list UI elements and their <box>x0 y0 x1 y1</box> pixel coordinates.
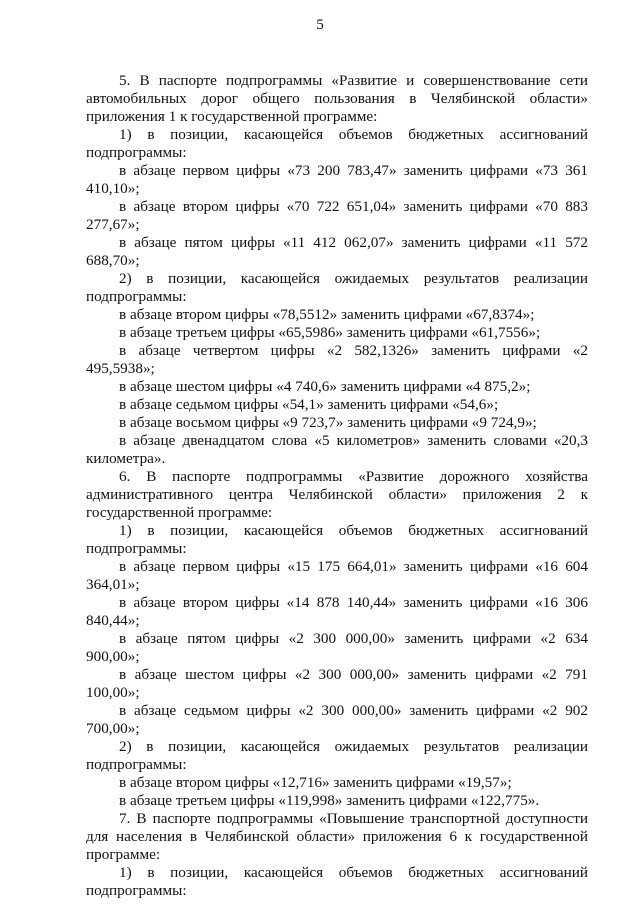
paragraph: в абзаце третьем цифры «119,998» заменить цифрами «122,775». <box>119 792 540 809</box>
paragraph: в абзаце пятом цифры «11 412 062,07» заменить цифрами «11 572 688,70»; <box>86 234 588 269</box>
page-number: 5 <box>316 16 324 33</box>
paragraph: в абзаце двенадцатом слова «5 километров» заменить словами «20,3 километра». <box>86 432 588 467</box>
paragraph: 5. В паспорте подпрограммы «Развитие и совершенствование сети автомобильных дорог общего пользования в Челябинской области» приложения 1 к государственной программе: <box>86 72 588 125</box>
paragraph: в абзаце втором цифры «70 722 651,04» заменить цифрами «70 883 277,67»; <box>86 198 588 233</box>
paragraph: в абзаце седьмом цифры «2 300 000,00» заменить цифрами «2 902 700,00»; <box>86 702 588 737</box>
paragraph: в абзаце третьем цифры «65,5986» заменить цифрами «61,7556»; <box>119 324 541 341</box>
paragraph: 7. В паспорте подпрограммы «Повышение транспортной доступности для населения в Челябинской области» приложения 6 к государственной программе: <box>86 810 588 863</box>
paragraph: в абзаце седьмом цифры «54,1» заменить цифрами «54,6»; <box>119 396 499 413</box>
paragraph: в абзаце шестом цифры «4 740,6» заменить цифрами «4 875,2»; <box>119 378 531 395</box>
paragraph: в абзаце четвертом цифры «2 582,1326» заменить цифрами «2 495,5938»; <box>86 342 588 377</box>
paragraph: в абзаце первом цифры «73 200 783,47» заменить цифрами «73 361 410,10»; <box>86 162 588 197</box>
paragraph: в абзаце втором цифры «12,716» заменить цифрами «19,57»; <box>119 774 512 791</box>
paragraph: в абзаце первом цифры «15 175 664,01» заменить цифрами «16 604 364,01»; <box>86 558 588 593</box>
paragraph: 2) в позиции, касающейся ожидаемых результатов реализации подпрограммы: <box>86 270 588 305</box>
paragraph: 1) в позиции, касающейся объемов бюджетных ассигнований подпрограммы: <box>86 522 588 557</box>
paragraph: в абзаце пятом цифры «2 300 000,00» заменить цифрами «2 634 900,00»; <box>86 630 588 665</box>
paragraph: в абзаце восьмом цифры «9 723,7» заменить цифрами «9 724,9»; <box>119 414 537 431</box>
paragraph: 2) в позиции, касающейся ожидаемых результатов реализации подпрограммы: <box>86 738 588 773</box>
paragraph: в абзаце втором цифры «78,5512» заменить цифрами «67,8374»; <box>119 306 535 323</box>
paragraph: 1) в позиции, касающейся объемов бюджетных ассигнований подпрограммы: <box>86 126 588 161</box>
paragraph: в абзаце втором цифры «14 878 140,44» заменить цифрами «16 306 840,44»; <box>86 594 588 629</box>
document-body <box>86 72 588 900</box>
paragraph: в абзаце шестом цифры «2 300 000,00» заменить цифрами «2 791 100,00»; <box>86 666 588 701</box>
paragraph: 6. В паспорте подпрограммы «Развитие дорожного хозяйства административного центра Челябинской области» приложения 2 к государственной программе: <box>86 468 588 521</box>
paragraph: 1) в позиции, касающейся объемов бюджетных ассигнований подпрограммы: <box>86 864 588 899</box>
